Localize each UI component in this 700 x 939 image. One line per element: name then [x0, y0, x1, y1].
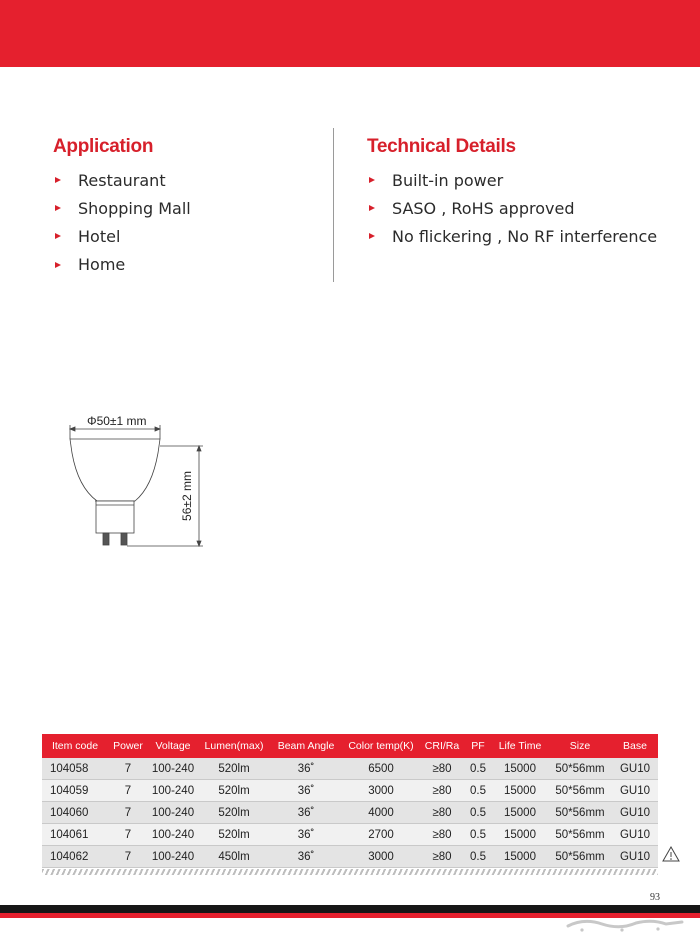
column-divider: [333, 128, 334, 282]
top-red-banner: [0, 0, 700, 67]
table-row: 104061 7 100-240 520lm 36˚ 2700 ≥80 0.5 15000 50*56mm GU10: [42, 824, 658, 846]
list-item: Home: [53, 251, 191, 279]
page-number: 93: [650, 892, 660, 903]
list-item: Restaurant: [53, 166, 191, 194]
application-list: [53, 166, 191, 279]
col-item-code: Item code: [42, 734, 108, 758]
triangle-bullet-icon: [55, 177, 61, 183]
list-item: SASO , RoHS approved: [367, 194, 657, 222]
list-item: Shopping Mall: [53, 194, 191, 222]
triangle-bullet-icon: [55, 205, 61, 211]
table-row: 104058 7 100-240 520lm 36˚ 6500 ≥80 0.5 15000 50*56mm GU10: [42, 758, 658, 780]
col-color-temp: Color temp(K): [342, 734, 420, 758]
spec-table: [42, 734, 658, 868]
col-beam-angle: Beam Angle: [270, 734, 342, 758]
warning-triangle-icon: [662, 846, 680, 862]
triangle-bullet-icon: [55, 262, 61, 268]
col-lumen: Lumen(max): [198, 734, 270, 758]
triangle-bullet-icon: [369, 177, 375, 183]
table-row: 104060 7 100-240 520lm 36˚ 4000 ≥80 0.5 15000 50*56mm GU10: [42, 802, 658, 824]
col-voltage: Voltage: [148, 734, 198, 758]
triangle-bullet-icon: [55, 233, 61, 239]
width-dimension-label: Φ50±1 mm: [87, 414, 147, 428]
table-header-row: [42, 734, 658, 758]
table-row: 104062 7 100-240 450lm 36˚ 3000 ≥80 0.5 15000 50*56mm GU10: [42, 846, 658, 868]
list-item: Hotel: [53, 222, 191, 250]
triangle-bullet-icon: [369, 205, 375, 211]
triangle-bullet-icon: [369, 233, 375, 239]
list-item: No flickering , No RF interference: [367, 222, 657, 250]
col-size: Size: [548, 734, 612, 758]
col-pf: PF: [464, 734, 492, 758]
col-life-time: Life Time: [492, 734, 548, 758]
col-cri: CRI/Ra: [420, 734, 464, 758]
bottom-black-bar: [0, 905, 700, 913]
technical-details-list: [367, 166, 657, 251]
height-dimension-label: 56±2 mm: [180, 471, 194, 521]
table-row: 104059 7 100-240 520lm 36˚ 3000 ≥80 0.5 15000 50*56mm GU10: [42, 780, 658, 802]
decorative-hatch-strip: [42, 869, 658, 875]
list-item: Built-in power: [367, 166, 657, 194]
col-power: Power: [108, 734, 148, 758]
application-title: Application: [53, 136, 154, 157]
watermark-logo: [562, 914, 690, 936]
technical-details-title: Technical Details: [367, 136, 516, 157]
bulb-dimension-diagram: [60, 405, 220, 565]
col-base: Base: [612, 734, 658, 758]
